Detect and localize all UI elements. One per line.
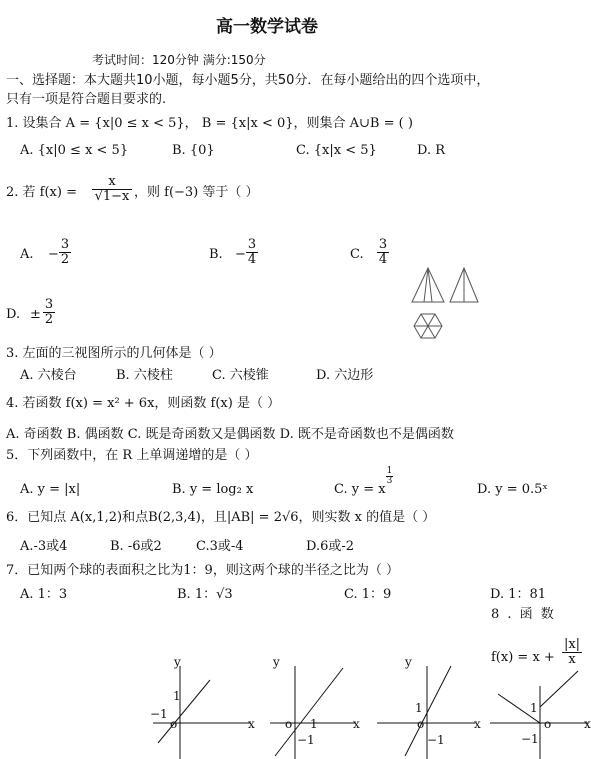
q1-option-d: D. R <box>417 143 446 158</box>
q2-fraction-num: x <box>108 174 116 189</box>
graph-d-one: 1 <box>530 701 538 715</box>
q5-option-a: A. y = |x| <box>20 482 81 497</box>
q2-option-d-label: D. <box>6 307 21 322</box>
section-intro-line1: 一、选择题：本大题共10小题，每小题5分，共50分．在每小题给出的四个选项中， <box>6 73 490 88</box>
q5-exp-den: 3 <box>386 476 393 486</box>
graph-b-x-label: x <box>353 717 360 731</box>
page-title: 高一数学试卷 <box>216 17 318 37</box>
q5-exp-num: 1 <box>386 466 393 476</box>
q2-option-c-label: C. <box>350 247 364 262</box>
graph-a-x-label: x <box>248 717 255 731</box>
q2-option-a-frac <box>59 238 71 267</box>
graph-d-origin: o <box>544 717 552 731</box>
q5-option-d: D. y = 0.5ˣ <box>477 482 548 497</box>
q7-option-b: B. 1：√3 <box>177 587 233 602</box>
q8-stem: 8 . 函 数 <box>491 607 556 622</box>
q5-option-b: B. y = log₂ x <box>172 482 254 497</box>
graph-b-neg-one: −1 <box>297 733 315 747</box>
q2-option-c-num: 3 <box>378 237 388 252</box>
q2-option-d-sign: ± <box>30 307 41 322</box>
graph-d <box>488 656 591 759</box>
graph-a-neg-one: −1 <box>150 707 168 721</box>
q2-option-b-den: 4 <box>247 252 257 267</box>
q6-option-c: C.3或-4 <box>196 539 244 554</box>
graph-c-x-label: x <box>474 717 481 731</box>
q7-option-d: D. 1：81 <box>490 587 547 602</box>
q2-stem-pre: 2. 若 f(x) = <box>6 185 77 200</box>
exam-info: 考试时间：120分钟 满分:150分 <box>92 53 266 67</box>
graph-a-origin: o <box>170 717 178 731</box>
graph-b-y-label: y <box>273 655 280 669</box>
q4-options: A. 奇函数 B. 偶函数 C. 既是奇函数又是偶函数 D. 既不是奇函数也不是偶函数 <box>6 427 454 442</box>
q2-option-a-den: 2 <box>60 252 70 267</box>
q1-stem: 1. 设集合 A = {x|0 ≤ x < 5}， B = {x|x < 0}，则集合 A∪B = ( ) <box>6 116 413 131</box>
three-view-figure <box>406 264 486 346</box>
q2-stem-post: ，则 f(−3) 等于（ ） <box>134 185 259 200</box>
graph-b-one: 1 <box>310 717 318 731</box>
q5-stem: 5．下列函数中，在 R 上单调递增的是（ ） <box>6 448 258 463</box>
q7-option-c: C. 1：9 <box>344 587 392 602</box>
graph-d-x-label: x <box>584 717 591 731</box>
q2-fraction <box>92 175 132 204</box>
graph-b-origin: o <box>285 717 293 731</box>
graph-a-y-label: y <box>174 655 181 669</box>
q3-option-c: C. 六棱锥 <box>212 368 269 383</box>
q2-option-d-den: 2 <box>44 312 54 327</box>
q6-option-d: D.6或-2 <box>306 539 355 554</box>
graph-a-one: 1 <box>173 689 181 703</box>
graph-c-origin: o <box>417 717 425 731</box>
q3-option-b: B. 六棱柱 <box>116 368 173 383</box>
q2-fraction-den: √1−x <box>92 189 132 204</box>
q5-option-c-exponent <box>386 467 393 486</box>
q1-option-b: B. {0} <box>172 143 215 158</box>
graph-c <box>375 656 480 759</box>
q2-option-b-label: B. <box>209 247 223 262</box>
q2-option-c-frac <box>377 238 389 267</box>
q4-stem: 4. 若函数 f(x) = x² + 6x，则函数 f(x) 是（ ） <box>6 396 281 411</box>
q2-option-d-num: 3 <box>44 297 54 312</box>
q2-option-b-num: 3 <box>247 237 257 252</box>
q3-stem: 3. 左面的三视图所示的几何体是（ ） <box>6 346 222 361</box>
q3-option-d: D. 六边形 <box>316 368 374 383</box>
q1-option-c: C. {x|x < 5} <box>296 143 377 158</box>
section-intro-line2: 只有一项是符合题目要求的. <box>6 92 167 107</box>
q3-option-a: A. 六棱台 <box>20 368 77 383</box>
q7-option-a: A. 1：3 <box>20 587 68 602</box>
q2-option-b-sign: − <box>235 247 246 262</box>
q6-stem: 6．已知点 A(x,1,2)和点B(2,3,4)，且|AB| = 2√6，则实数 x 的值是（ ） <box>6 510 436 525</box>
q2-option-a-label: A. <box>20 247 34 262</box>
q6-option-b: B. -6或2 <box>110 539 162 554</box>
q2-option-c-den: 4 <box>378 252 388 267</box>
q6-option-a: A.-3或4 <box>20 539 68 554</box>
graph-c-one: 1 <box>415 701 423 715</box>
graph-d-neg-one: −1 <box>521 732 539 746</box>
q2-option-a-num: 3 <box>60 237 70 252</box>
q8-formula-den: x <box>562 652 582 667</box>
graph-c-neg-one: −1 <box>427 733 445 747</box>
graph-b <box>265 656 370 759</box>
q8-formula-num: |x| <box>563 637 581 652</box>
graph-c-y-label: y <box>405 655 412 669</box>
q1-option-a: A. {x|0 ≤ x < 5} <box>20 143 129 158</box>
q2-option-d-frac <box>43 298 55 327</box>
q2-option-b-frac <box>246 238 258 267</box>
graph-a <box>148 656 258 759</box>
q8-formula-pre: f(x) = x + <box>491 650 555 665</box>
q2-option-a-sign: − <box>48 247 59 262</box>
q7-stem: 7．已知两个球的表面积之比为1：9，则这两个球的半径之比为（ ） <box>6 563 399 578</box>
q5-option-c: C. y = x <box>334 482 386 497</box>
